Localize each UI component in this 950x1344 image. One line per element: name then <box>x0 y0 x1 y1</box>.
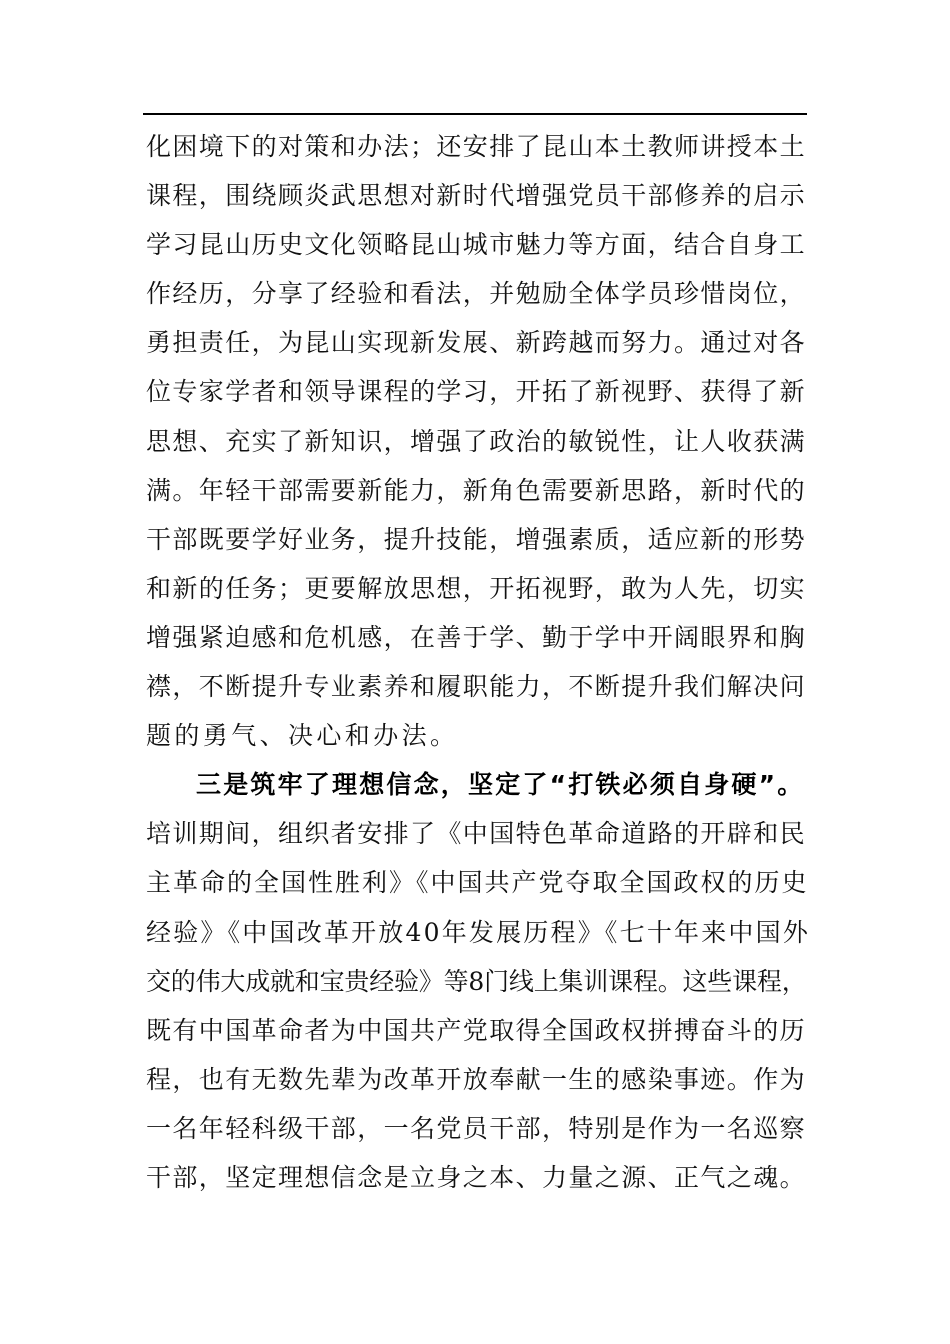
section-heading: 三是筑牢了理想信念，坚定了“打铁必须自身硬”。 <box>196 770 805 800</box>
header-rule <box>143 113 807 115</box>
text-line: 和新的任务；更要解放思想，开拓视野，敢为人先，切实 <box>146 573 807 603</box>
body-text <box>146 122 810 1202</box>
text-line: 位专家学者和领导课程的学习，开拓了新视野、获得了新 <box>146 377 807 407</box>
text-line: 襟，不断提升专业素养和履职能力，不断提升我们解决问 <box>146 672 807 702</box>
text-line: 既有中国革命者为中国共产党取得全国政权拼搏奋斗的历 <box>146 1015 807 1045</box>
text-line: 一名年轻科级干部，一名党员干部，特别是作为一名巡察 <box>146 1113 807 1143</box>
text-line: 增强紧迫感和危机感，在善于学、勤于学中开阔眼界和胸 <box>146 622 807 652</box>
text-line: 干部既要学好业务，提升技能，增强素质，适应新的形势 <box>146 524 807 554</box>
text-line: 题的勇气、决心和办法。 <box>146 721 459 751</box>
text-line: 勇担责任，为昆山实现新发展、新跨越而努力。通过对各 <box>146 328 807 358</box>
text-line: 程，也有无数先辈为改革开放奉献一生的感染事迹。作为 <box>146 1064 807 1094</box>
text-line: 课程，围绕顾炎武思想对新时代增强党员干部修养的启示 <box>146 181 807 211</box>
text-line: 思想、充实了新知识，增强了政治的敏锐性，让人收获满 <box>146 426 807 456</box>
text-line: 满。年轻干部需要新能力，新角色需要新思路，新时代的 <box>146 475 807 505</box>
text-line: 主革命的全国性胜利》《中国共产党夺取全国政权的历史 <box>146 868 809 898</box>
text-line: 化困境下的对策和办法；还安排了昆山本土教师讲授本土 <box>146 132 807 161</box>
text-line: 作经历，分享了经验和看法，并勉励全体学员珍惜岗位， <box>146 279 807 309</box>
text-line: 经验》《中国改革开放40年发展历程》《七十年来中国外 <box>146 917 811 947</box>
text-line: 交的伟大成就和宝贵经验》等8门线上集训课程。这些课程， <box>146 966 807 996</box>
text-line: 学习昆山历史文化领略昆山城市魅力等方面，结合自身工 <box>146 230 807 260</box>
text-line: 干部，坚定理想信念是立身之本、力量之源、正气之魂。 <box>146 1162 807 1192</box>
text-line: 培训期间，组织者安排了《中国特色革命道路的开辟和民 <box>146 819 807 849</box>
